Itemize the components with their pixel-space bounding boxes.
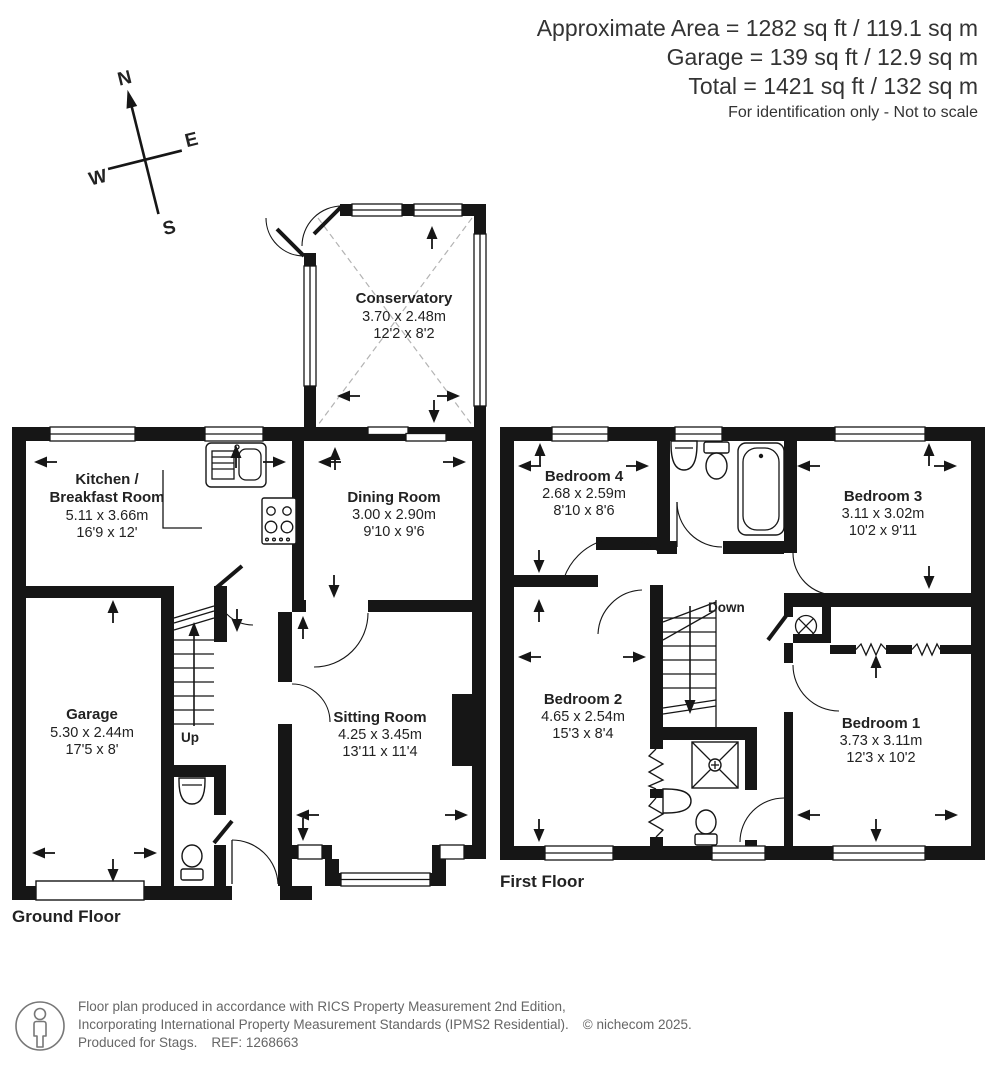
room-label-dining-room bbox=[347, 489, 440, 540]
stairs-first-floor bbox=[663, 600, 716, 727]
room-name: Sitting Room bbox=[333, 709, 427, 726]
compass-east-label: E bbox=[182, 128, 201, 153]
wardrobe-zigzag-bedroom2 bbox=[649, 749, 663, 789]
room-label-bedroom-1 bbox=[840, 715, 923, 766]
first-floor-label: First Floor bbox=[500, 872, 585, 891]
wardrobe-zigzag-bedroom1 bbox=[856, 644, 886, 655]
footer-text bbox=[78, 998, 692, 1052]
compass-south-label: S bbox=[160, 216, 178, 241]
room-label-sitting-room bbox=[333, 709, 426, 760]
compass-north-label: N bbox=[115, 66, 134, 91]
kitchen-counter bbox=[163, 470, 202, 528]
room-imperial: 12'3 x 10'2 bbox=[846, 750, 916, 766]
room-label-conservatory bbox=[356, 290, 453, 342]
hob-fixture bbox=[262, 498, 296, 544]
room-name: Bedroom 2 bbox=[543, 691, 623, 708]
stairs-ground-floor bbox=[174, 606, 214, 726]
area-summary bbox=[537, 14, 978, 125]
shower-sink-fixture bbox=[663, 789, 691, 813]
room-metric: 5.11 x 3.66m bbox=[65, 508, 149, 524]
room-name: Bedroom 4 bbox=[544, 468, 624, 485]
shower-toilet-fixture bbox=[696, 810, 716, 834]
stairs-up-label: Up bbox=[181, 730, 199, 745]
wc-fixtures bbox=[179, 778, 205, 880]
person-icon bbox=[14, 998, 66, 1054]
stairs-down-label: Down bbox=[708, 600, 745, 615]
shower-room-fixtures bbox=[663, 742, 738, 845]
shower-fixture bbox=[692, 742, 738, 788]
produced-for-text: Produced for Stags. bbox=[78, 1035, 198, 1051]
room-name: Bedroom 1 bbox=[841, 715, 921, 732]
room-imperial: 13'11 x 11'4 bbox=[342, 744, 418, 760]
footer-line-3 bbox=[78, 1034, 692, 1052]
room-name: Conservatory bbox=[355, 290, 453, 307]
room-imperial: 8'10 x 8'6 bbox=[553, 503, 615, 519]
room-name: Breakfast Room bbox=[49, 489, 165, 506]
garage-door bbox=[36, 881, 144, 900]
room-metric: 3.00 x 2.90m bbox=[352, 507, 436, 523]
wc-toilet-fixture bbox=[182, 845, 202, 867]
footer bbox=[14, 998, 692, 1054]
compass-north-arrow-icon bbox=[122, 89, 137, 109]
room-metric: 3.70 x 2.48m bbox=[362, 309, 446, 325]
identification-note: For identification only - Not to scale bbox=[728, 104, 978, 121]
room-imperial: 12'2 x 8'2 bbox=[373, 326, 435, 342]
room-metric: 4.65 x 2.54m bbox=[541, 709, 625, 725]
room-label-garage bbox=[50, 706, 134, 758]
compass bbox=[65, 55, 220, 255]
total-area-line: Total = 1421 sq ft / 132 sq m bbox=[688, 73, 978, 99]
bathroom-fixtures bbox=[671, 441, 784, 535]
room-label-kitchen bbox=[49, 471, 164, 541]
room-metric: 4.25 x 3.45m bbox=[338, 727, 422, 743]
room-imperial: 16'9 x 12' bbox=[76, 525, 138, 541]
room-metric: 2.68 x 2.59m bbox=[542, 486, 626, 502]
room-name: Garage bbox=[66, 706, 118, 723]
room-label-bedroom-3 bbox=[842, 488, 925, 539]
room-metric: 3.73 x 3.11m bbox=[839, 733, 923, 749]
room-label-bedroom-4 bbox=[542, 468, 626, 519]
room-metric: 3.11 x 3.02m bbox=[841, 506, 925, 522]
ground-floor-label: Ground Floor bbox=[12, 907, 121, 926]
garage-area-line: Garage = 139 sq ft / 12.9 sq m bbox=[666, 44, 978, 70]
room-name: Kitchen / bbox=[75, 471, 139, 488]
footer-line-1: Floor plan produced in accordance with RICS Property Measurement 2nd Edition, bbox=[78, 999, 566, 1014]
reference-number: REF: 1268663 bbox=[211, 1035, 299, 1051]
footer-line-2 bbox=[78, 1016, 692, 1034]
approximate-area-line: Approximate Area = 1282 sq ft / 119.1 sq m bbox=[536, 15, 978, 41]
room-imperial: 17'5 x 8' bbox=[65, 742, 119, 758]
wc-sink-fixture bbox=[179, 778, 205, 804]
room-imperial: 9'10 x 9'6 bbox=[363, 524, 425, 540]
bathroom-toilet-fixture bbox=[704, 442, 729, 453]
room-imperial: 10'2 x 9'11 bbox=[848, 523, 918, 539]
footer-ipms-text: Incorporating International Property Measurement Standards (IPMS2 Residential). bbox=[78, 1017, 569, 1033]
copyright-text: © nichecom 2025. bbox=[582, 1017, 692, 1033]
room-name: Bedroom 3 bbox=[843, 488, 923, 505]
room-name: Dining Room bbox=[347, 489, 441, 506]
bathroom-sink-fixture bbox=[671, 441, 697, 470]
light-symbol bbox=[796, 616, 817, 637]
room-metric: 5.30 x 2.44m bbox=[50, 725, 134, 741]
compass-west-label: W bbox=[86, 165, 110, 191]
room-imperial: 15'3 x 8'4 bbox=[552, 726, 614, 742]
room-label-bedroom-2 bbox=[541, 691, 625, 742]
